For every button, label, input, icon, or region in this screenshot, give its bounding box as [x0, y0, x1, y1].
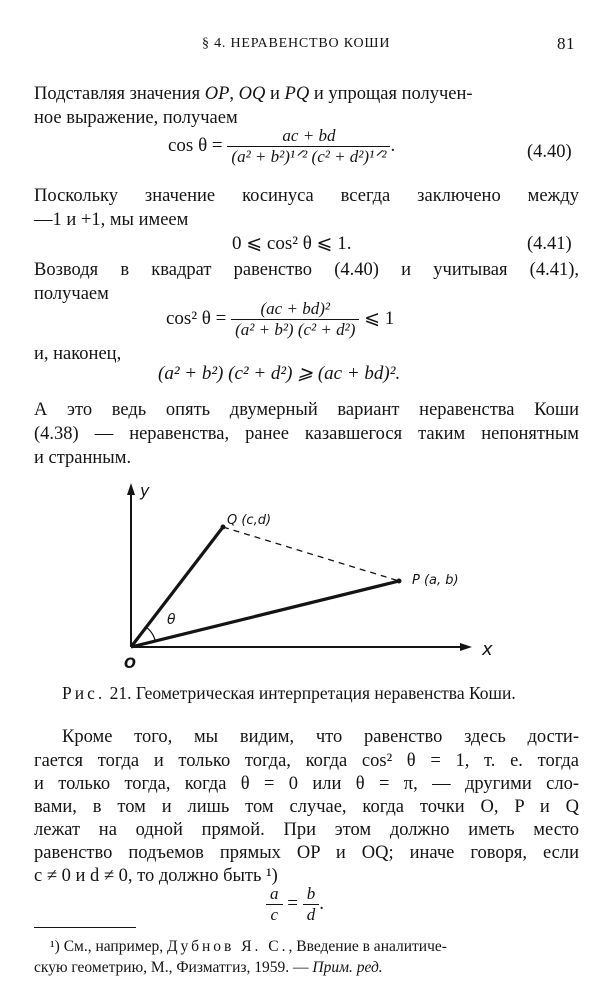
paragraph-5-line-5: лежат на одной прямой. При этом должно иметь место	[34, 820, 579, 840]
equation-final: (a² + b²) (c² + d²) ⩾ (ac + bd)².	[158, 363, 401, 384]
paragraph-5-line-7: c ≠ 0 и d ≠ 0, то должно быть ¹)	[34, 866, 278, 886]
fraction: $\frac{ac + bd}{\text{(a² + b²)¹ᐟ² (c² + d²)¹ᐟ²}}$	[227, 126, 390, 167]
paragraph-4-line-3: и странным.	[34, 448, 132, 468]
equation-cos-squared: cos² θ = $\frac{\text{(ac + bd)²}}{\text{(a² + b²) (c² + d²)}}$ ⩽ 1	[166, 299, 395, 339]
equation-number-4-41: (4.41)	[527, 234, 572, 254]
paragraph-5-line-3: и только тогда, когда θ = 0 или θ = π, — другими сло-	[34, 774, 579, 794]
x-axis-label: x	[482, 639, 493, 660]
paragraph-5-line-1: Кроме того, мы видим, что равенство здесь дости-	[62, 727, 579, 747]
finally-text: и, наконец,	[34, 344, 122, 364]
fraction-b-d: $\frac{b}{d}$	[303, 884, 320, 925]
point-q-label: Q (c,d)	[227, 513, 272, 528]
cauchy-figure	[0, 475, 611, 675]
paragraph-3-line-1: Возводя в квадрат равенство (4.40) и учитывая (4.41),	[34, 260, 579, 280]
paragraph-4-line-2: (4.38) — неравенства, ранее казавшегося таким непонятным	[34, 424, 579, 444]
paragraph-1-line-2: ное выражение, получаем	[34, 108, 238, 128]
paragraph-3-line-2: получаем	[34, 284, 109, 304]
paragraph-2-line-2: —1 и +1, мы имеем	[34, 210, 189, 230]
equation-ratio: $\frac{a}{c}$ = $\frac{b}{d}$ .	[266, 884, 324, 925]
running-header	[0, 36, 611, 58]
point-p	[397, 579, 402, 584]
point-p-label: P (a, b)	[412, 573, 459, 588]
equation-4-40: cos θ = $\frac{ac + bd}{\text{(a² + b²)¹ᐟ² (c² + d²)¹ᐟ²}}$ .	[168, 126, 396, 166]
footnote-rule	[34, 927, 136, 928]
segment-pq-dashed	[223, 527, 399, 581]
origin-label: O	[124, 656, 136, 672]
page-number: 81	[557, 34, 575, 53]
equation-4-41: 0 ⩽ cos² θ ⩽ 1.	[232, 233, 352, 254]
footnote-line-2: скую геометрию, М., Физматгиз, 1959. — Прим. ред.	[34, 959, 383, 976]
angle-label: θ	[167, 612, 176, 628]
fraction-a-c: $\frac{a}{c}$	[266, 884, 283, 925]
section-title: § 4. НЕРАВЕНСТВО КОШИ	[202, 36, 391, 51]
angle-arc	[146, 627, 155, 641]
paragraph-5-line-6: равенство подъемов прямых OP и OQ; иначе говоря, если	[34, 843, 579, 863]
y-axis-label: y	[140, 481, 150, 500]
fraction: $\frac{\text{(ac + bd)²}}{\text{(a² + b²) (c² + d²)}}$	[231, 299, 359, 340]
y-axis-arrow	[127, 483, 135, 495]
paragraph-4-line-1: А это ведь опять двумерный вариант неравенства Коши	[34, 400, 579, 420]
figure-caption: Рис. 21. Геометрическая интерпретация неравенства Коши.	[62, 683, 516, 703]
footnote-line-1: ¹) См., например, Дубнов Я. С., Введение в аналитиче-	[50, 938, 447, 955]
point-q	[221, 525, 226, 530]
equation-number-4-40: (4.40)	[527, 142, 572, 162]
paragraph-2-line-1: Поскольку значение косинуса всегда заключено между	[34, 186, 579, 206]
x-axis-arrow	[460, 643, 472, 651]
paragraph-5-line-2: гается тогда и только тогда, когда cos² θ = 1, т. е. тогда	[34, 751, 579, 771]
paragraph-5-line-4: вами, в том и лишь том случае, когда точки O, P и Q	[34, 797, 579, 817]
paragraph-1-line-1: Подставляя значения OP, OQ и PQ и упрощая получен-	[34, 84, 473, 104]
